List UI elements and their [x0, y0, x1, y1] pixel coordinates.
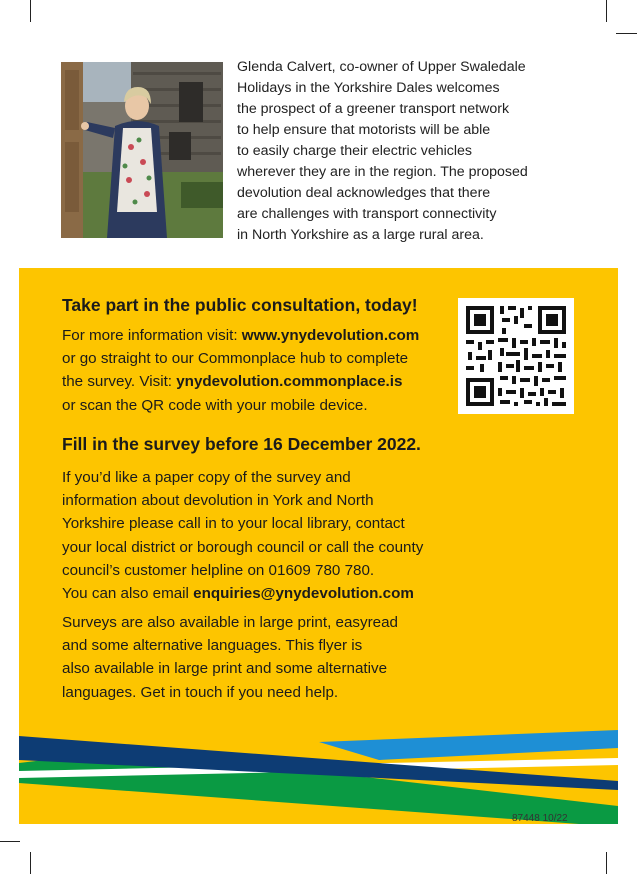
website-link[interactable]: www.ynydevolution.com [241, 327, 420, 344]
email-link[interactable]: enquiries@ynydevolution.com [193, 585, 414, 603]
decorative-stripes [19, 708, 618, 824]
paper-copy-line: Yorkshire please call in to your local library, contact [62, 515, 405, 533]
intro-line: are challenges with transport connectivity [237, 206, 497, 222]
portrait-photo [61, 62, 223, 238]
intro-line: wherever they are in the region. The proposed [237, 164, 528, 180]
crop-mark-top-right [606, 0, 607, 22]
crop-mark-bottom-left [30, 852, 31, 874]
intro-line: in North Yorkshire as a large rural area. [237, 227, 484, 243]
paper-copy-paragraph [62, 466, 423, 605]
paper-copy-line: If you’d like a paper copy of the survey and [62, 469, 351, 486]
paper-copy-line: information about devolution in York and North [62, 492, 374, 510]
formats-line: and some alternative languages. This flyer is [62, 637, 363, 655]
crop-mark-right-upper [616, 33, 637, 34]
intro-line: the prospect of a greener transport network [237, 101, 510, 117]
crop-mark-bottom-right [606, 852, 607, 874]
qr-code-icon[interactable] [458, 298, 574, 414]
consultation-paragraph [62, 324, 419, 417]
formats-line: Surveys are also available in large print, easyread [62, 614, 398, 631]
intro-line: to easily charge their electric vehicles [237, 143, 472, 159]
visit-text: the survey. Visit: [62, 373, 177, 391]
crop-mark-left-lower [0, 841, 20, 842]
print-reference-code: 87448 10/22 [512, 813, 568, 824]
intro-line: Holidays in the Yorkshire Dales welcomes [237, 80, 500, 96]
formats-line: languages. Get in touch if you need help. [62, 683, 339, 701]
blue-stripe [319, 730, 618, 760]
consultation-heading: Take part in the public consultation, today! [62, 295, 418, 315]
consultation-line: or scan the QR code with your mobile device. [62, 396, 368, 414]
consultation-panel [19, 268, 618, 824]
portrait-photo-illustration [61, 62, 223, 238]
commonplace-link[interactable]: ynydevolution.commonplace.is [176, 373, 403, 391]
paper-copy-line: your local district or borough council or call the county [62, 538, 424, 556]
survey-deadline-heading: Fill in the survey before 16 December 2022. [62, 434, 421, 454]
alternative-formats-paragraph [62, 611, 398, 704]
qr-code-graphic [458, 298, 574, 414]
consultation-line [62, 324, 419, 347]
paper-copy-line: council’s customer helpline on 01609 780 780. [62, 561, 375, 579]
intro-line: Glenda Calvert, co-owner of Upper Swaledale [237, 59, 526, 75]
email-line [62, 582, 423, 605]
crop-mark-top-left [30, 0, 31, 22]
intro-paragraph [237, 57, 567, 246]
intro-line: to help ensure that motorists will be able [237, 122, 491, 138]
formats-line: also available in large print and some alternative [62, 660, 388, 678]
consultation-line: or go straight to our Commonplace hub to complete [62, 350, 409, 368]
more-info-text: For more information visit: [62, 327, 242, 344]
consultation-line [62, 370, 419, 393]
email-prefix-text: You can also email [62, 585, 194, 603]
intro-line: devolution deal acknowledges that there [237, 185, 491, 201]
